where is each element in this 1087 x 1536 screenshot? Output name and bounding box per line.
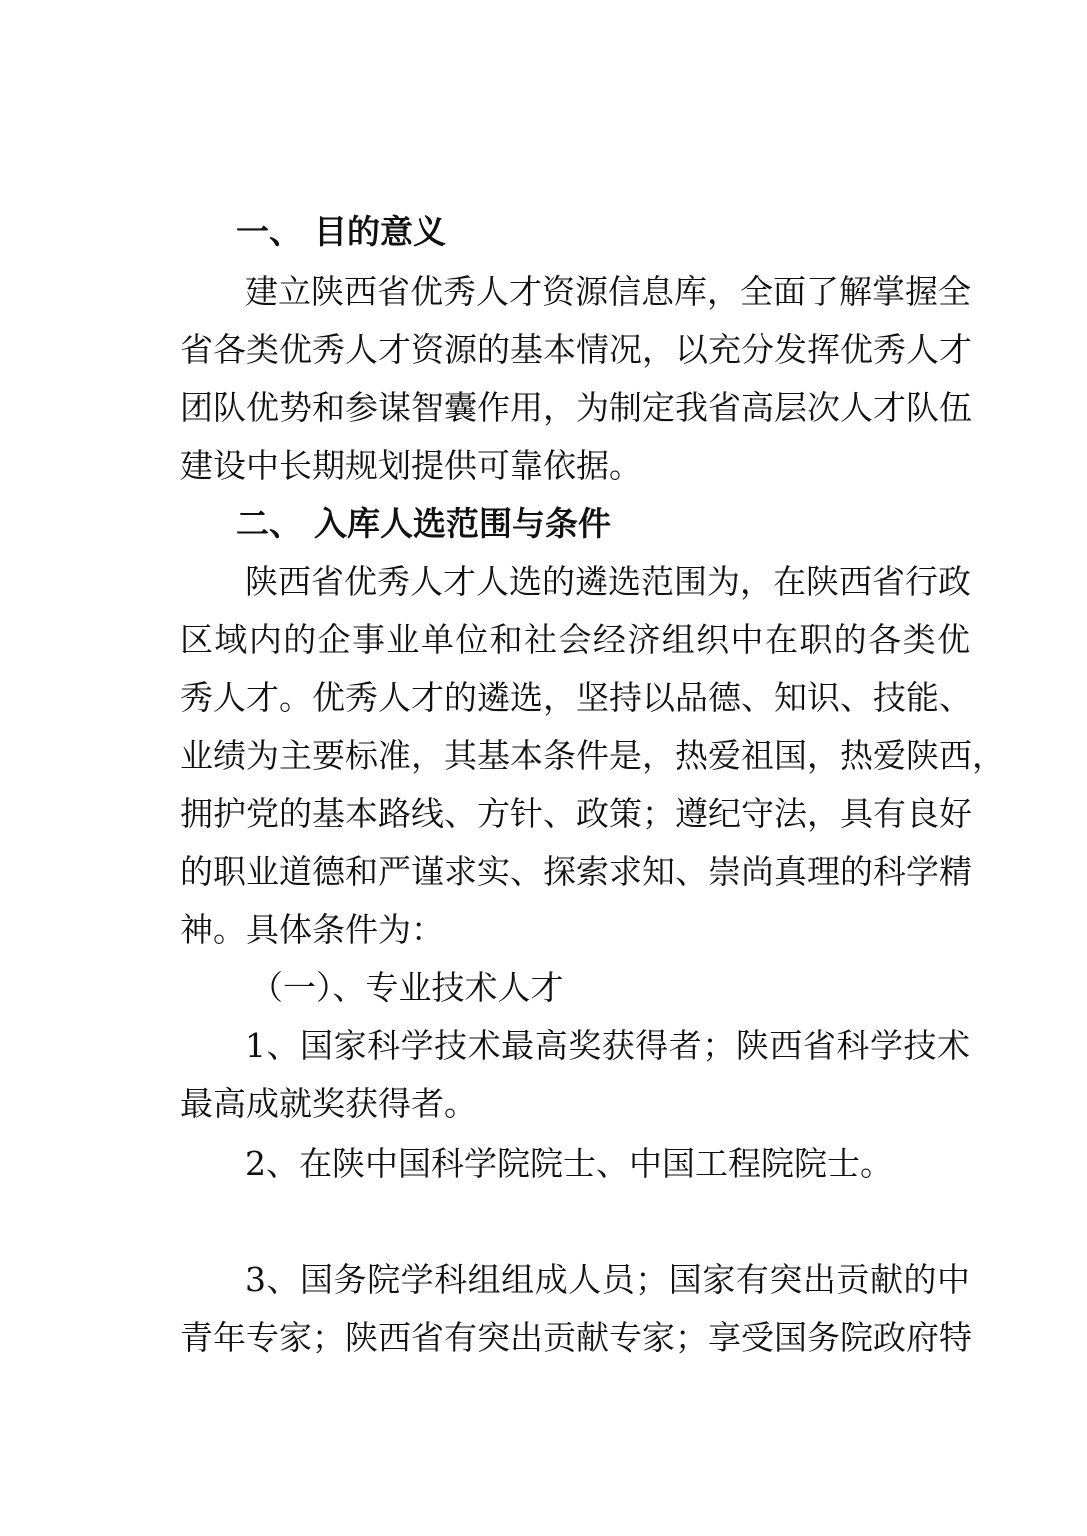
list-item-line: 3、国务院学科组组成人员；国家有突出贡献的中: [245, 1260, 970, 1299]
paragraph-line: 省各类优秀人才资源的基本情况，以充分发挥优秀人才: [180, 330, 972, 369]
section-heading-text: 目的意义: [314, 212, 446, 251]
paragraph-line: 建设中长期规划提供可靠依据。: [180, 446, 642, 485]
paragraph-line: 神。具体条件为：: [180, 910, 444, 949]
paragraph-line: 的职业道德和严谨求实、探索求知、崇尚真理的科学精: [180, 852, 972, 891]
list-item-line: 2、在陕中国科学院院士、中国工程院院士。: [245, 1144, 893, 1183]
paragraph-line: 团队优势和参谋智囊作用，为制定我省高层次人才队伍: [180, 388, 972, 427]
list-item-line: 青年专家；陕西省有突出贡献专家；享受国务院政府特: [180, 1318, 972, 1357]
section-heading-2: [236, 504, 611, 544]
paragraph-line: 拥护党的基本路线、方针、政策；遵纪守法，具有良好: [180, 794, 972, 833]
paragraph-line: 秀人才。优秀人才的遴选，坚持以品德、知识、技能、: [180, 678, 972, 717]
paragraph-line: 建立陕西省优秀人才资源信息库，全面了解掌握全: [245, 272, 971, 311]
section-heading-text: 入库人选范围与条件: [314, 504, 611, 543]
section-heading-number: 二、: [236, 504, 302, 543]
paragraph-line: 陕西省优秀人才人选的遴选范围为，在陕西省行政: [245, 562, 971, 601]
list-item-line: 最高成就奖获得者。: [180, 1084, 477, 1123]
section-heading-1: [236, 212, 446, 252]
paragraph-line: 区域内的企事业单位和社会经济组织中在职的各类优: [180, 620, 970, 659]
subheading: （一）、专业技术人才: [250, 968, 564, 1007]
list-item-line: 1、国家科学技术最高奖获得者；陕西省科学技术: [245, 1026, 970, 1065]
section-heading-number: 一、: [236, 212, 302, 251]
paragraph-line: 业绩为主要标准，其基本条件是，热爱祖国，热爱陕西，: [180, 736, 1005, 775]
